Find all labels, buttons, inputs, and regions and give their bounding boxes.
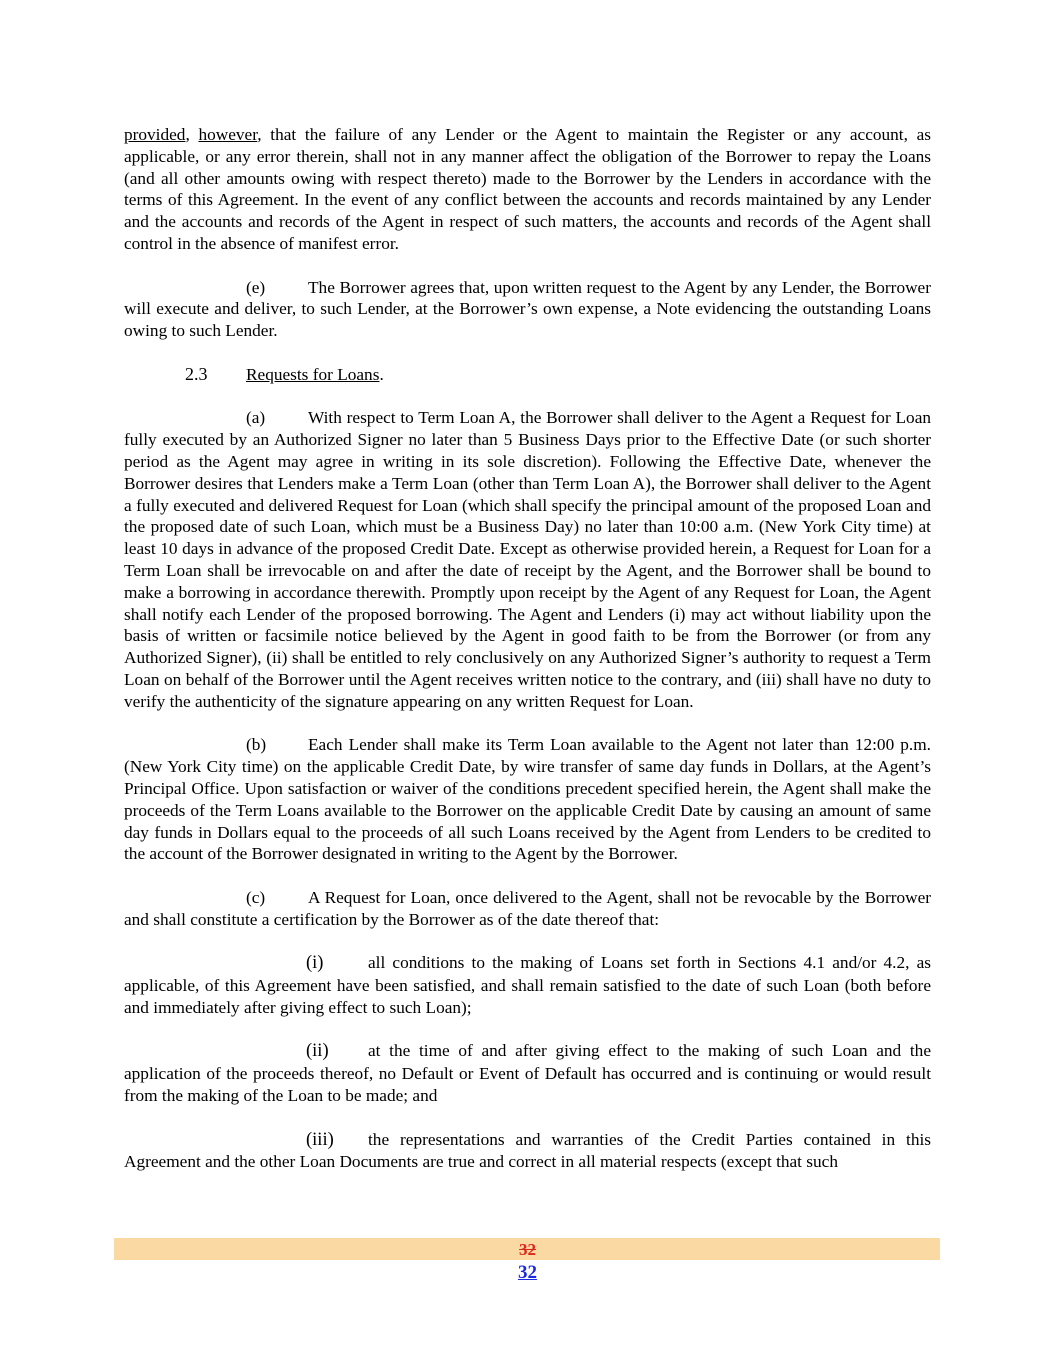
intro-text: , that the failure of any Lender or the Agent to maintain the Register or any account, as applicable, or any error therein, shall not in any manner affect the obligation of the Borrower to repay the Loans (and all other amounts owing with respect thereto) made to the Borrower by the Lenders in accordance with the terms of this Agreement. In the event of any conflict between the accounts and records maintained by any Lender and the accounts and records of the Agent in respect of such matters, the accounts and records of the Agent shall control in the absence of manifest error. xyxy=(124,125,931,253)
section-period: . xyxy=(379,364,384,384)
paragraph-b xyxy=(124,734,931,865)
paragraph-b-text: Each Lender shall make its Term Loan available to the Agent not later than 12:00 p.m. (New York City time) on the applicable Credit Date, by wire transfer of same day funds in Dollars, at the Agent’s Principal Office. Upon satisfaction or waiver of the conditions precedent specified herein, the Agent shall make the proceeds of the Term Loans available to the Borrower on the applicable Credit Date by causing an amount of same day funds in Dollars equal to the proceeds of all such Loans received by the Agent from Lenders to be credited to the account of the Borrower designated in writing to the Agent by the Borrower. xyxy=(124,735,931,864)
intro-comma: , xyxy=(185,125,199,144)
paragraph-b-label: (b) xyxy=(246,735,267,755)
paragraph-c-label: (c) xyxy=(246,887,266,907)
page-body xyxy=(124,124,931,1173)
however-term: however xyxy=(198,125,258,144)
paragraph-ii xyxy=(124,1040,931,1106)
paragraph-iii-text: the representations and warranties of the Credit Parties contained in this Agreement and the other Loan Documents are true and correct in all material respects (except that such xyxy=(124,1129,931,1172)
paragraph-e-label: (e) xyxy=(246,277,266,297)
paragraph-a-label: (a) xyxy=(246,408,266,428)
section-title: Requests for Loans xyxy=(246,364,380,384)
paragraph-e-text: The Borrower agrees that, upon written request to the Agent by any Lender, the Borrower will execute and deliver, to such Lender, at the Borrower’s own expense, a Note evidencing the outstanding Loans owing to such Lender. xyxy=(124,277,931,341)
paragraph-a xyxy=(124,407,931,712)
page-number-deleted: 32 xyxy=(519,1240,536,1259)
paragraph-e xyxy=(124,277,931,342)
section-number: 2.3 xyxy=(185,363,208,384)
paragraph-iii xyxy=(124,1129,931,1174)
paragraph-i xyxy=(124,952,931,1018)
paragraph-a-text: With respect to Term Loan A, the Borrower shall deliver to the Agent a Request for Loan fully executed by an Authorized Signer no later than 5 Business Days prior to the Effective Date (or such shorter period as the Agent may agree in writing in its sole discretion). Following the Effective Date, whenever the Borrower desires that Lenders make a Term Loan (other than Term Loan A), the Borrower shall deliver to the Agent a fully executed and delivered Request for Loan (which shall specify the principal amount of the proposed Loan and the proposed date of such Loan, which must be a Business Day) no later than 10:00 a.m. (New York City time) at least 10 days in advance of the proposed Credit Date. Except as otherwise provided herein, a Request for Loan for a Term Loan shall be irrevocable on and after the date of receipt by the Agent, and the Borrower shall be bound to make a borrowing in accordance therewith. Promptly upon receipt by the Agent of any Request for Loan, the Agent shall notify each Lender of the proposed borrowing. The Agent and Lenders (i) may act without liability upon the basis of written or facsimile notice believed by the Agent in good faith to be from the Borrower (or from any Authorized Signer), (ii) shall be entitled to rely conclusively on any Authorized Signer’s authority to request a Term Loan on behalf of the Borrower until the Agent receives written notice to the contrary, and (iii) shall have no duty to verify the authenticity of the signature appearing on any written Request for Loan. xyxy=(124,408,931,711)
page-number-inserted[interactable]: 32 xyxy=(518,1262,537,1283)
intro-paragraph xyxy=(124,124,931,255)
paragraph-i-text: all conditions to the making of Loans set forth in Sections 4.1 and/or 4.2, as applicable, of this Agreement have been satisfied, and shall remain satisfied to the date of such Loan (both before and immediately after giving effect to such Loan); xyxy=(124,953,931,1017)
paragraph-c xyxy=(124,887,931,931)
paragraph-i-label: (i) xyxy=(306,953,324,974)
paragraph-ii-text: at the time of and after giving effect to the making of such Loan and the application of the proceeds thereof, no Default or Event of Default has occurred and is continuing or would result from the making of the Loan to be made; and xyxy=(124,1041,931,1106)
paragraph-ii-label: (ii) xyxy=(306,1041,329,1062)
paragraph-c-text: A Request for Loan, once delivered to the Agent, shall not be revocable by the Borrower and shall constitute a certification by the Borrower as of the date thereof that: xyxy=(124,887,931,929)
provided-term: provided xyxy=(124,125,186,144)
paragraph-iii-label: (iii) xyxy=(306,1129,334,1150)
section-heading xyxy=(124,364,931,386)
